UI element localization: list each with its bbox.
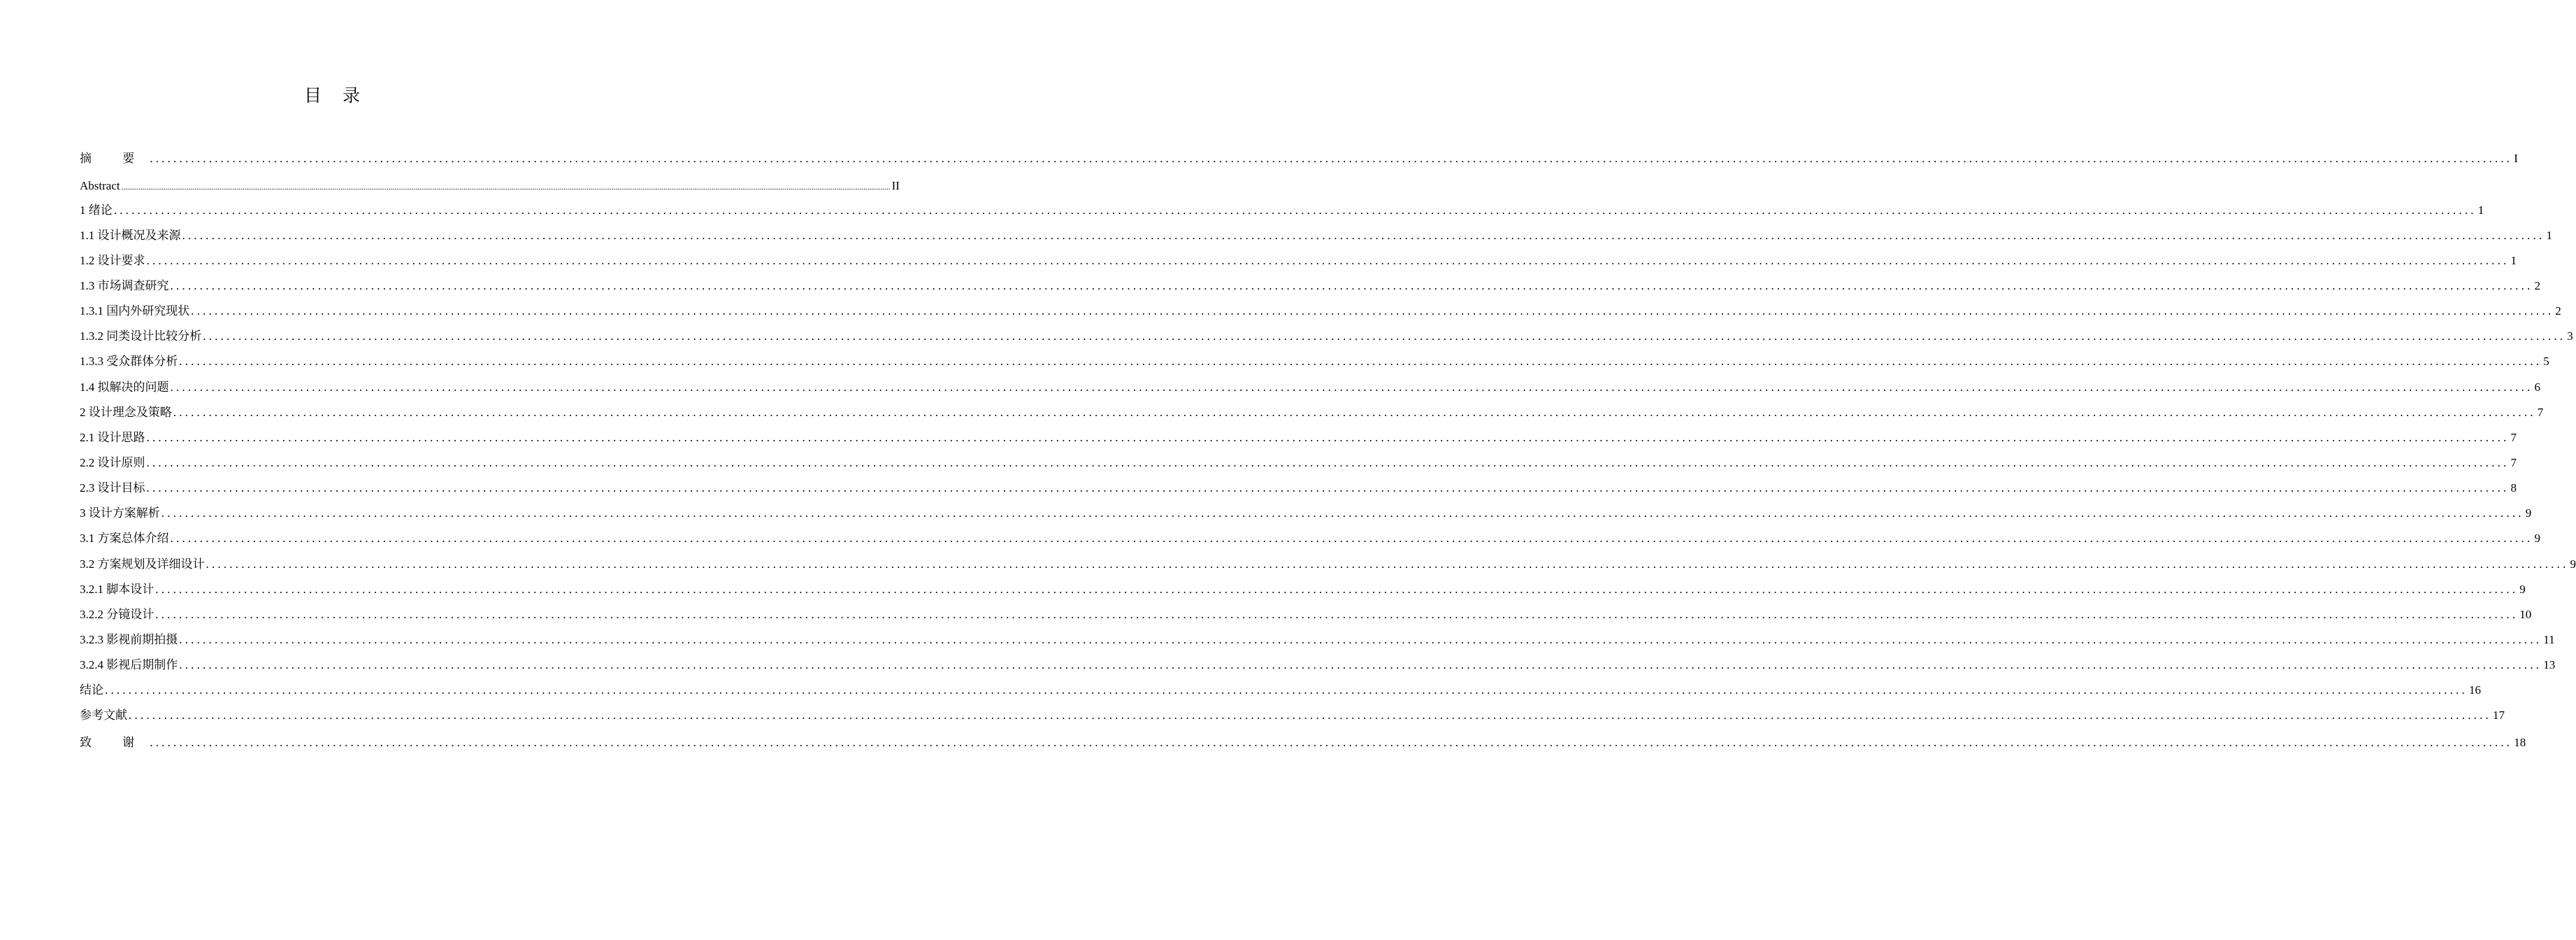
toc-entry-label: 2.2 设计原则 <box>80 456 145 469</box>
toc-leader-dots: ................................................................................................................................................................................................................................................................................................................................................................................................................ <box>170 532 2533 545</box>
toc-entry[interactable] <box>80 378 2540 395</box>
toc-entry-page: 1 <box>2546 229 2552 242</box>
toc-leader-dots: ................................................................................................................................................................................................................................................................................................................................................................................................................ <box>170 279 2533 292</box>
toc-entry[interactable] <box>80 581 2526 597</box>
toc-leader-dots: ................................................................................................................................................................................................................................................................................................................................................................................................................ <box>179 633 2542 646</box>
toc-entry[interactable] <box>80 327 2573 344</box>
toc-leader-dots: ................................................................................................................................................................................................................................................................................................................................................................................................................ <box>161 506 2524 520</box>
toc-leader-dots: ................................................................................................................................................................................................................................................................................................................................................................................................................ <box>150 152 2513 165</box>
toc-entry[interactable] <box>80 706 2505 723</box>
toc-leader-dots: ................................................................................................................................................................................................................................................................................................................................................................................................................ <box>179 355 2542 368</box>
toc-leader-dots: ................................................................................................................................................................................................................................................................................................................................................................................................................ <box>146 254 2510 267</box>
toc-entry-label: 1.3.2 同类设计比较分析 <box>80 329 202 343</box>
toc-entry[interactable] <box>80 681 2481 698</box>
toc-leader-dots: ................................................................................................................................................................................................................................................................................................................................................................................................................ <box>203 329 2566 343</box>
toc-leader-dots: ................................................................................................................................................................................................................................................................................................................................................................................................................ <box>146 431 2510 444</box>
toc-leader-dots: ................................................................................................................................................................................................................................................................................................................................................................................................................ <box>173 406 2536 419</box>
toc-entry[interactable] <box>80 404 2544 420</box>
toc-leader-dots: ................................................................................................................................................................................................................................................................................................................................................................................................................ <box>150 736 2513 749</box>
toc-entry-label: 2.3 设计目标 <box>80 481 145 494</box>
toc-entry-label: Abstract <box>80 179 120 192</box>
toc-entry[interactable] <box>80 352 2549 369</box>
toc-entry-label: 3 设计方案解析 <box>80 506 160 520</box>
toc-entry-page: 10 <box>2519 608 2532 621</box>
toc-entry-label: 摘 要 <box>80 152 149 165</box>
toc-entry-label: 1.2 设计要求 <box>80 254 145 267</box>
toc-entry-page: 13 <box>2543 658 2556 671</box>
toc-entry[interactable] <box>80 504 2532 521</box>
toc-entry-label: 1.3.1 国内外研究现状 <box>80 304 190 318</box>
toc-entry[interactable] <box>80 631 2555 648</box>
toc-entry[interactable] <box>80 479 2517 496</box>
toc-leader-dots: ................................................................................................................................................................................................................................................................................................................................................................................................................ <box>155 608 2519 621</box>
toc-entry-page: I <box>2514 152 2518 165</box>
toc-entry-label: 1.1 设计概况及来源 <box>80 229 181 242</box>
toc-entry-label: 致 谢 <box>80 736 149 749</box>
toc-entry-label: 1.3.3 受众群体分析 <box>80 355 178 368</box>
toc-entry-label: 2 设计理念及策略 <box>80 406 172 419</box>
toc-entry-label: 1.4 拟解决的问题 <box>80 380 169 394</box>
toc-entry-page: 7 <box>2510 456 2517 469</box>
toc-entry-page: 1 <box>2477 204 2484 217</box>
toc-entry-page: 9 <box>2519 583 2526 596</box>
toc-entry-page: 2 <box>2555 304 2561 318</box>
toc-entry-page: 9 <box>2534 532 2540 545</box>
toc-entry[interactable] <box>80 555 2576 572</box>
toc-entry[interactable] <box>80 201 2484 218</box>
toc-entry-page: 17 <box>2493 708 2505 722</box>
toc-entry-page: 7 <box>2510 431 2517 444</box>
toc-entry-label: 结论 <box>80 683 103 697</box>
toc-entry-label: 2.1 设计思路 <box>80 431 145 444</box>
toc-leader-dots: ................................................................................................................................................................................................................................................................................................................................................................................................................ <box>121 183 891 192</box>
toc-entry[interactable] <box>80 302 2561 319</box>
toc-entry-acknowledgement[interactable] <box>80 734 2526 750</box>
toc-entry-page: 9 <box>2525 506 2532 520</box>
toc-entry-abstract-en[interactable] <box>80 177 900 194</box>
toc-leader-dots: ................................................................................................................................................................................................................................................................................................................................................................................................................ <box>170 380 2533 394</box>
toc-entry[interactable] <box>80 656 2556 673</box>
toc-entry-label: 1 绪论 <box>80 204 113 217</box>
toc-leader-dots: ................................................................................................................................................................................................................................................................................................................................................................................................................ <box>113 204 2477 217</box>
toc-leader-dots: ................................................................................................................................................................................................................................................................................................................................................................................................................ <box>129 708 2491 722</box>
toc-entry-page: 8 <box>2510 481 2517 494</box>
toc-leader-dots: ................................................................................................................................................................................................................................................................................................................................................................................................................ <box>155 583 2519 596</box>
toc-entry[interactable] <box>80 454 2517 471</box>
toc-entry-label: 1.3 市场调查研究 <box>80 279 169 292</box>
toc-entry-page: 1 <box>2510 254 2517 267</box>
toc-entry-page: 5 <box>2543 355 2549 368</box>
toc-entry[interactable] <box>80 429 2517 446</box>
toc-entry-label: 3.2.4 影视后期制作 <box>80 658 178 671</box>
toc-entry-page: 6 <box>2534 380 2540 394</box>
toc-entry-label: 3.1 方案总体介绍 <box>80 532 169 545</box>
toc-entry-label: 3.2.2 分镜设计 <box>80 608 154 621</box>
toc-entry-label: 3.2.3 影视前期拍摄 <box>80 633 178 646</box>
toc-entry-page: 7 <box>2537 406 2544 419</box>
toc-entry-page: 11 <box>2543 633 2555 646</box>
toc-leader-dots: ................................................................................................................................................................................................................................................................................................................................................................................................................ <box>182 229 2545 242</box>
toc-entry-page: 9 <box>2570 557 2576 571</box>
toc-title: 目录 <box>303 87 381 106</box>
toc-entry-label: 3.2.1 脚本设计 <box>80 583 154 596</box>
toc-entry-label: 3.2 方案规划及详细设计 <box>80 557 205 571</box>
toc-entry-page: 16 <box>2469 683 2481 697</box>
toc-entry[interactable] <box>80 606 2532 622</box>
toc-leader-dots: ................................................................................................................................................................................................................................................................................................................................................................................................................ <box>105 683 2468 697</box>
toc-entry-page: 3 <box>2567 329 2573 343</box>
toc-entry[interactable] <box>80 227 2552 243</box>
toc-entry-page: 2 <box>2534 279 2540 292</box>
toc-entry-page: II <box>891 179 900 192</box>
toc-leader-dots: ................................................................................................................................................................................................................................................................................................................................................................................................................ <box>146 456 2510 469</box>
toc-entry[interactable] <box>80 252 2517 269</box>
toc-entry[interactable] <box>80 529 2540 546</box>
toc-entry[interactable] <box>80 277 2540 294</box>
toc-entry-page: 18 <box>2514 736 2526 749</box>
toc-entry-label: 参考文献 <box>80 708 127 722</box>
toc-leader-dots: ................................................................................................................................................................................................................................................................................................................................................................................................................ <box>206 557 2569 571</box>
toc-leader-dots: ................................................................................................................................................................................................................................................................................................................................................................................................................ <box>146 481 2510 494</box>
toc-leader-dots: ................................................................................................................................................................................................................................................................................................................................................................................................................ <box>191 304 2554 318</box>
toc-entry-abstract-cn[interactable] <box>80 150 2518 166</box>
toc-leader-dots: ................................................................................................................................................................................................................................................................................................................................................................................................................ <box>179 658 2542 671</box>
